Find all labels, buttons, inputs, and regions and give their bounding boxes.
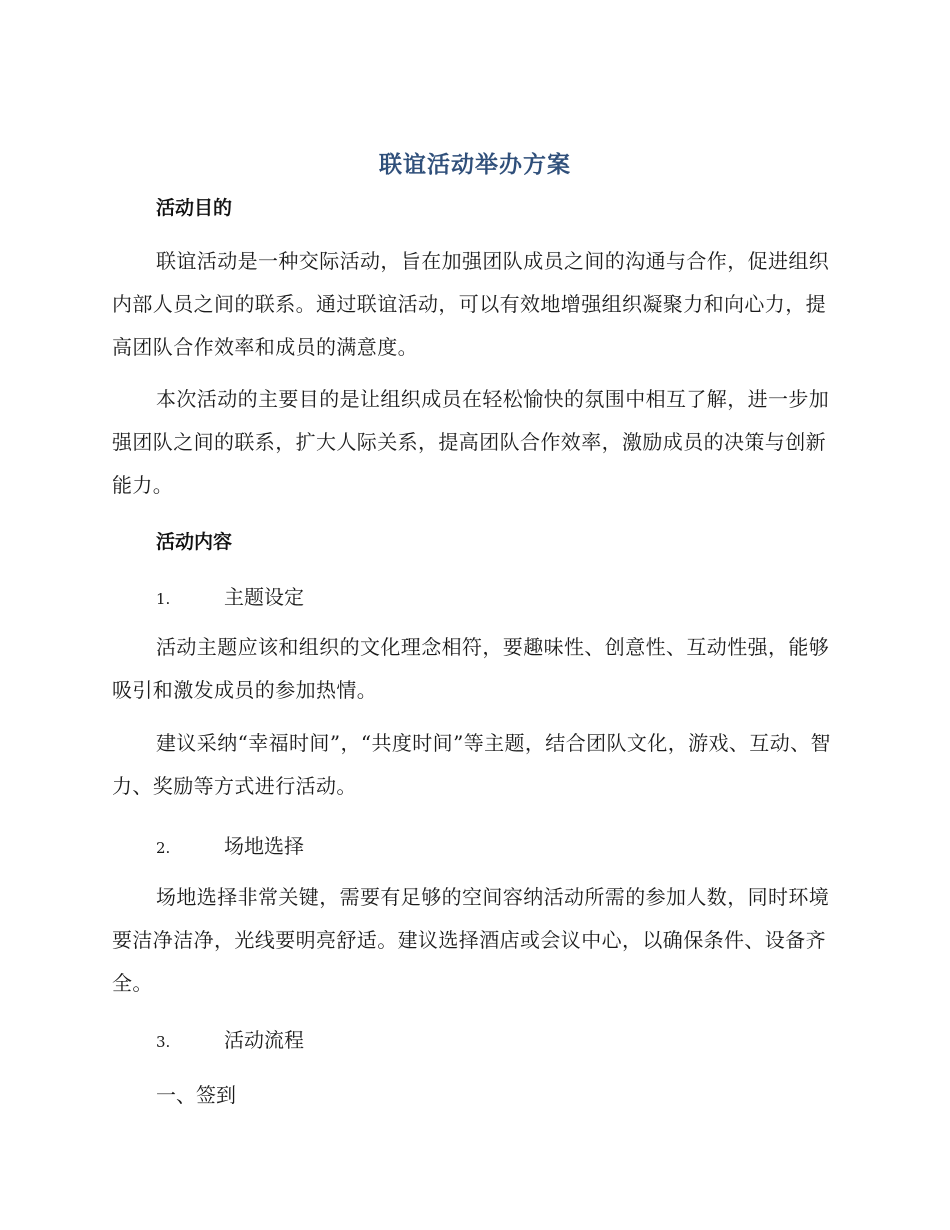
paragraph-theme-1: 活动主题应该和组织的文化理念相符，要趣味性、创意性、互动性强，能够吸引和激发成员的参加热情。 bbox=[112, 635, 830, 702]
list-label: 活动流程 bbox=[224, 1028, 304, 1052]
list-item-theme bbox=[156, 581, 304, 610]
list-label: 主题设定 bbox=[224, 585, 304, 609]
list-item-venue bbox=[156, 830, 304, 859]
list-label: 场地选择 bbox=[224, 834, 304, 858]
paragraph-purpose-2: 本次活动的主要目的是让组织成员在轻松愉快的氛围中相互了解，进一步加强团队之间的联系，扩大人际关系，提高团队合作效率，激励成员的决策与创新能力。 bbox=[112, 387, 830, 497]
section-heading-content: 活动内容 bbox=[156, 531, 233, 553]
list-number: 1. bbox=[156, 590, 171, 608]
document-title: 联谊活动举办方案 bbox=[379, 152, 571, 178]
list-item-process bbox=[156, 1024, 304, 1053]
list-number: 2. bbox=[156, 839, 171, 857]
paragraph-venue-1: 场地选择非常关键，需要有足够的空间容纳活动所需的参加人数，同时环境要洁净洁净，光线要明亮舒适。建议选择酒店或会议中心，以确保条件、设备齐全。 bbox=[112, 885, 830, 995]
section-heading-purpose: 活动目的 bbox=[156, 197, 233, 219]
list-number: 3. bbox=[156, 1033, 171, 1051]
paragraph-purpose-1: 联谊活动是一种交际活动，旨在加强团队成员之间的沟通与合作，促进组织内部人员之间的联系。通过联谊活动，可以有效地增强组织凝聚力和向心力，提高团队合作效率和成员的满意度。 bbox=[112, 249, 830, 359]
paragraph-theme-2: 建议采纳“幸福时间”，“共度时间”等主题，结合团队文化，游戏、互动、智力、奖励等方式进行活动。 bbox=[112, 731, 831, 798]
subitem-signin: 一、签到 bbox=[156, 1083, 236, 1107]
